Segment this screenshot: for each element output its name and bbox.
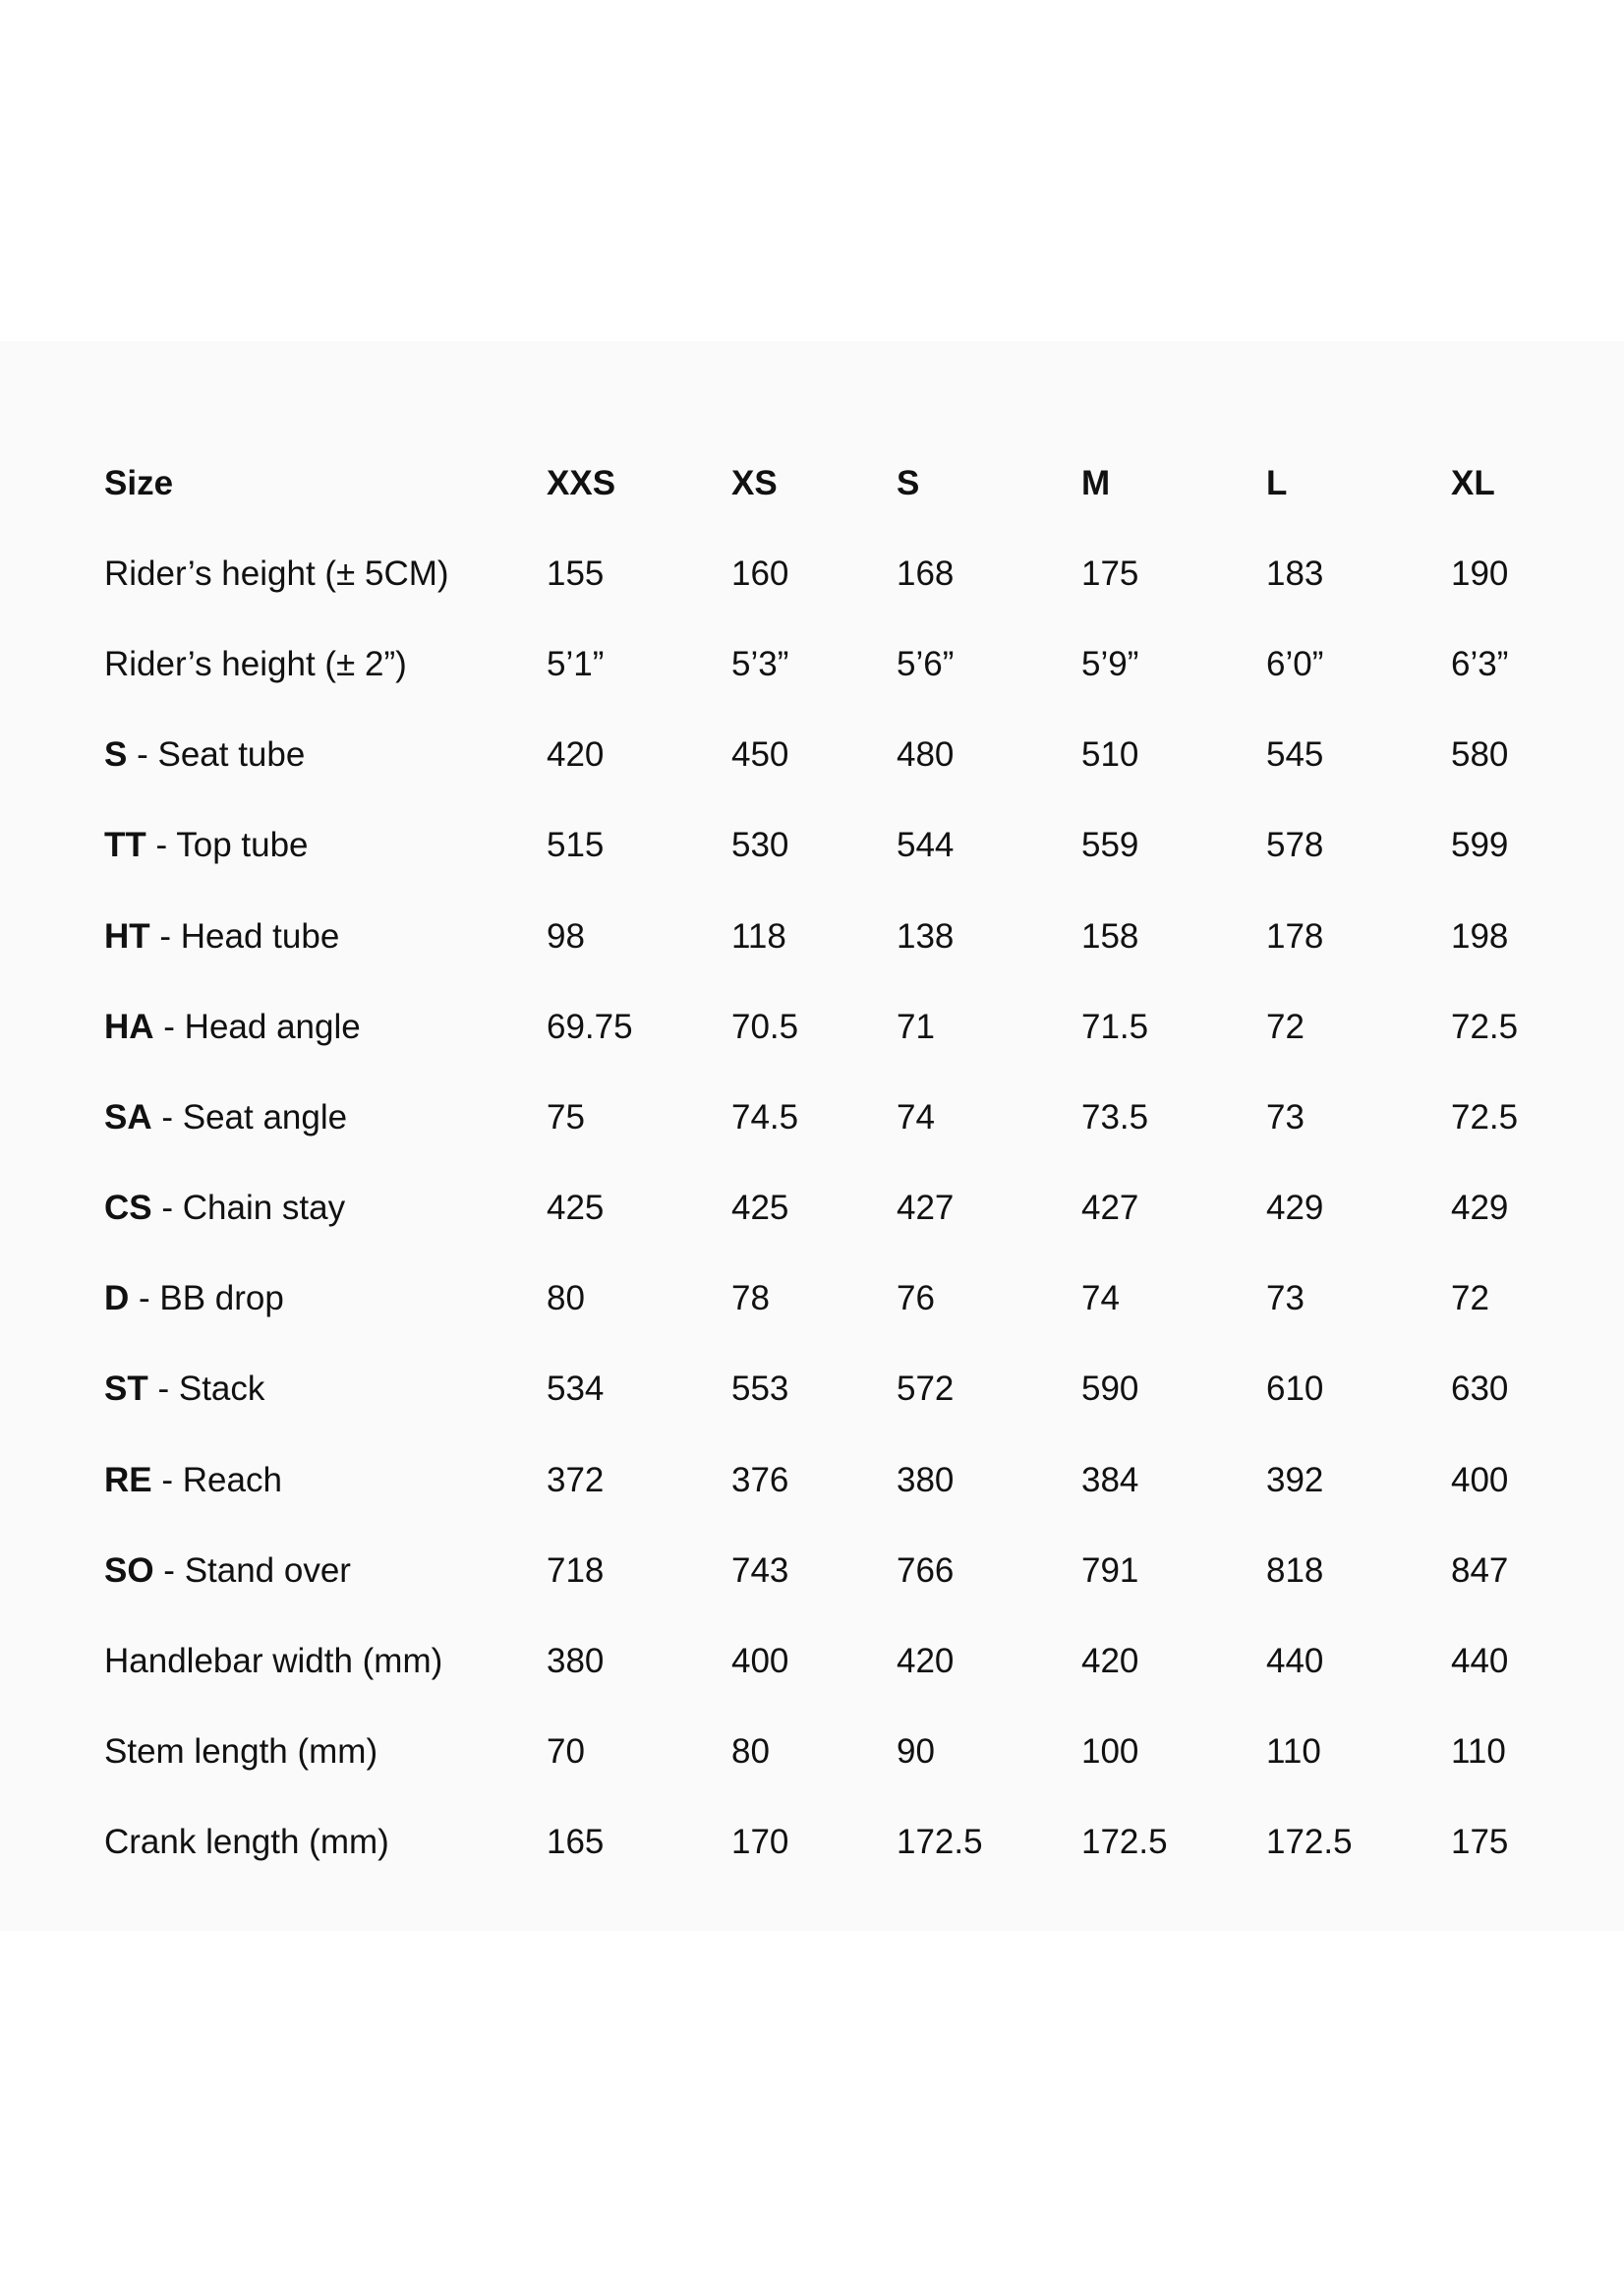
- measurement-name: Rider’s height (± 2”): [104, 644, 407, 683]
- table-cell: 74.5: [731, 1097, 799, 1137]
- table-cell: 380: [547, 1642, 605, 1681]
- table-cell: 510: [1081, 735, 1139, 775]
- row-label: [104, 891, 547, 981]
- row-label: [104, 1615, 547, 1706]
- table-row: [104, 1525, 1549, 1615]
- table-header-row: [104, 437, 1549, 528]
- table-cell: 427: [1081, 1189, 1139, 1228]
- label-separator: -: [153, 1550, 185, 1590]
- measurement-name: Rider’s height (± 5CM): [104, 554, 449, 593]
- measurement-name: Head tube: [180, 916, 340, 956]
- table-cell: 168: [897, 554, 955, 593]
- table-cell: 78: [731, 1279, 770, 1318]
- measurement-name: Stand over: [184, 1550, 351, 1590]
- table-row: [104, 1797, 1549, 1888]
- table-row: [104, 618, 1549, 709]
- table-cell: 118: [731, 916, 786, 956]
- row-label: [104, 1707, 547, 1797]
- table-row: [104, 1072, 1549, 1162]
- measurement-name: Handlebar width (mm): [104, 1642, 443, 1681]
- header-size-m: M: [1081, 463, 1111, 502]
- label-separator: -: [151, 1097, 183, 1137]
- label-separator: -: [151, 1189, 183, 1228]
- table-cell: 5’1”: [547, 644, 605, 683]
- table-cell: 400: [1451, 1460, 1509, 1499]
- table-cell: 400: [731, 1642, 789, 1681]
- table-cell: 384: [1081, 1460, 1139, 1499]
- measurement-name: BB drop: [159, 1279, 284, 1318]
- table-cell: 599: [1451, 826, 1509, 865]
- table-cell: 578: [1266, 826, 1324, 865]
- measurement-abbreviation: S: [104, 735, 128, 775]
- header-size-xl: XL: [1451, 463, 1495, 502]
- table-cell: 534: [547, 1370, 605, 1409]
- table-cell: 718: [547, 1550, 605, 1590]
- table-cell: 559: [1081, 826, 1139, 865]
- table-cell: 5’6”: [897, 644, 955, 683]
- table-row: [104, 710, 1549, 800]
- table-cell: 71.5: [1081, 1007, 1149, 1046]
- table-row: [104, 1615, 1549, 1706]
- table-cell: 73.5: [1081, 1097, 1149, 1137]
- table-cell: 72: [1266, 1007, 1305, 1046]
- table-cell: 155: [547, 554, 605, 593]
- table-cell: 158: [1081, 916, 1139, 956]
- table-cell: 178: [1266, 916, 1324, 956]
- table-cell: 172.5: [1081, 1823, 1168, 1862]
- measurement-name: Reach: [182, 1460, 282, 1499]
- table-cell: 74: [897, 1097, 935, 1137]
- label-separator: -: [127, 735, 158, 775]
- table-cell: 545: [1266, 735, 1324, 775]
- table-cell: 90: [897, 1732, 935, 1772]
- header-size-xs: XS: [731, 463, 778, 502]
- table-row: [104, 1434, 1549, 1525]
- table-row: [104, 528, 1549, 618]
- measurement-name: Seat tube: [157, 735, 306, 775]
- geometry-table: [104, 437, 1549, 1888]
- table-cell: 72.5: [1451, 1007, 1519, 1046]
- measurement-name: Top tube: [176, 826, 309, 865]
- label-separator: -: [147, 1370, 179, 1409]
- table-cell: 791: [1081, 1550, 1139, 1590]
- measurement-name: Stack: [178, 1370, 265, 1409]
- header-size-label: Size: [104, 463, 174, 502]
- table-cell: 440: [1451, 1642, 1509, 1681]
- header-size-xxs: XXS: [547, 463, 616, 502]
- table-cell: 553: [731, 1370, 789, 1409]
- table-cell: 425: [731, 1189, 789, 1228]
- table-cell: 170: [731, 1823, 789, 1862]
- table-cell: 70: [547, 1732, 585, 1772]
- table-cell: 75: [547, 1097, 585, 1137]
- row-label: [104, 1434, 547, 1525]
- table-cell: 480: [897, 735, 955, 775]
- table-cell: 70.5: [731, 1007, 799, 1046]
- table-cell: 766: [897, 1550, 955, 1590]
- row-label: [104, 981, 547, 1072]
- measurement-abbreviation: TT: [104, 826, 146, 865]
- label-separator: -: [129, 1279, 160, 1318]
- table-cell: 74: [1081, 1279, 1120, 1318]
- table-cell: 138: [897, 916, 955, 956]
- table-row: [104, 1344, 1549, 1434]
- table-cell: 818: [1266, 1550, 1324, 1590]
- table-row: [104, 981, 1549, 1072]
- table-cell: 160: [731, 554, 789, 593]
- table-cell: 98: [547, 916, 585, 956]
- table-cell: 183: [1266, 554, 1324, 593]
- measurement-abbreviation: RE: [104, 1460, 152, 1499]
- measurement-abbreviation: D: [104, 1279, 130, 1318]
- table-cell: 425: [547, 1189, 605, 1228]
- measurement-abbreviation: HA: [104, 1007, 154, 1046]
- table-cell: 610: [1266, 1370, 1324, 1409]
- row-label: [104, 710, 547, 800]
- measurement-abbreviation: CS: [104, 1189, 152, 1228]
- header-size-l: L: [1266, 463, 1288, 502]
- table-cell: 530: [731, 826, 789, 865]
- table-cell: 6’0”: [1266, 644, 1324, 683]
- row-label: [104, 1254, 547, 1344]
- table-cell: 376: [731, 1460, 789, 1499]
- label-separator: -: [145, 826, 177, 865]
- table-cell: 6’3”: [1451, 644, 1509, 683]
- table-row: [104, 1254, 1549, 1344]
- table-cell: 110: [1266, 1732, 1321, 1772]
- table-cell: 572: [897, 1370, 955, 1409]
- row-label: [104, 800, 547, 891]
- table-cell: 80: [731, 1732, 770, 1772]
- measurement-abbreviation: HT: [104, 916, 150, 956]
- measurement-name: Crank length (mm): [104, 1823, 389, 1862]
- table-cell: 72: [1451, 1279, 1489, 1318]
- table-cell: 429: [1266, 1189, 1324, 1228]
- measurement-name: Stem length (mm): [104, 1732, 378, 1772]
- table-row: [104, 891, 1549, 981]
- table-cell: 71: [897, 1007, 935, 1046]
- row-label: [104, 1797, 547, 1888]
- measurement-name: Chain stay: [182, 1189, 346, 1228]
- table-cell: 544: [897, 826, 955, 865]
- row-label: [104, 528, 547, 618]
- row-label: [104, 1344, 547, 1434]
- table-cell: 72.5: [1451, 1097, 1519, 1137]
- table-cell: 5’3”: [731, 644, 789, 683]
- table-cell: 69.75: [547, 1007, 633, 1046]
- table-cell: 110: [1451, 1732, 1506, 1772]
- label-separator: -: [153, 1007, 185, 1046]
- table-cell: 440: [1266, 1642, 1324, 1681]
- table-cell: 100: [1081, 1732, 1139, 1772]
- table-cell: 427: [897, 1189, 955, 1228]
- table-cell: 420: [547, 735, 605, 775]
- table-cell: 372: [547, 1460, 605, 1499]
- label-separator: -: [149, 916, 181, 956]
- header-size-s: S: [897, 463, 920, 502]
- measurement-name: Seat angle: [182, 1097, 348, 1137]
- measurement-abbreviation: SA: [104, 1097, 152, 1137]
- table-cell: 5’9”: [1081, 644, 1139, 683]
- table-cell: 175: [1081, 554, 1139, 593]
- table-cell: 429: [1451, 1189, 1509, 1228]
- table-cell: 190: [1451, 554, 1509, 593]
- table-row: [104, 1163, 1549, 1254]
- table-cell: 420: [897, 1642, 955, 1681]
- label-separator: -: [151, 1460, 183, 1499]
- table-cell: 420: [1081, 1642, 1139, 1681]
- table-cell: 172.5: [1266, 1823, 1353, 1862]
- measurement-abbreviation: SO: [104, 1550, 154, 1590]
- table-cell: 580: [1451, 735, 1509, 775]
- table-cell: 76: [897, 1279, 935, 1318]
- table-row: [104, 1707, 1549, 1797]
- table-cell: 198: [1451, 916, 1509, 956]
- table-cell: 172.5: [897, 1823, 983, 1862]
- table-cell: 73: [1266, 1279, 1305, 1318]
- table-cell: 165: [547, 1823, 605, 1862]
- table-cell: 73: [1266, 1097, 1305, 1137]
- table-row: [104, 800, 1549, 891]
- table-cell: 515: [547, 826, 605, 865]
- table-cell: 630: [1451, 1370, 1509, 1409]
- table-body: [104, 528, 1549, 1888]
- table-cell: 847: [1451, 1550, 1509, 1590]
- table-cell: 380: [897, 1460, 955, 1499]
- table-cell: 80: [547, 1279, 585, 1318]
- row-label: [104, 1525, 547, 1615]
- measurement-name: Head angle: [184, 1007, 361, 1046]
- row-label: [104, 618, 547, 709]
- table-cell: 450: [731, 735, 789, 775]
- table-cell: 392: [1266, 1460, 1324, 1499]
- table-cell: 590: [1081, 1370, 1139, 1409]
- row-label: [104, 1163, 547, 1254]
- row-label: [104, 1072, 547, 1162]
- measurement-abbreviation: ST: [104, 1370, 148, 1409]
- table-cell: 175: [1451, 1823, 1509, 1862]
- table-cell: 743: [731, 1550, 789, 1590]
